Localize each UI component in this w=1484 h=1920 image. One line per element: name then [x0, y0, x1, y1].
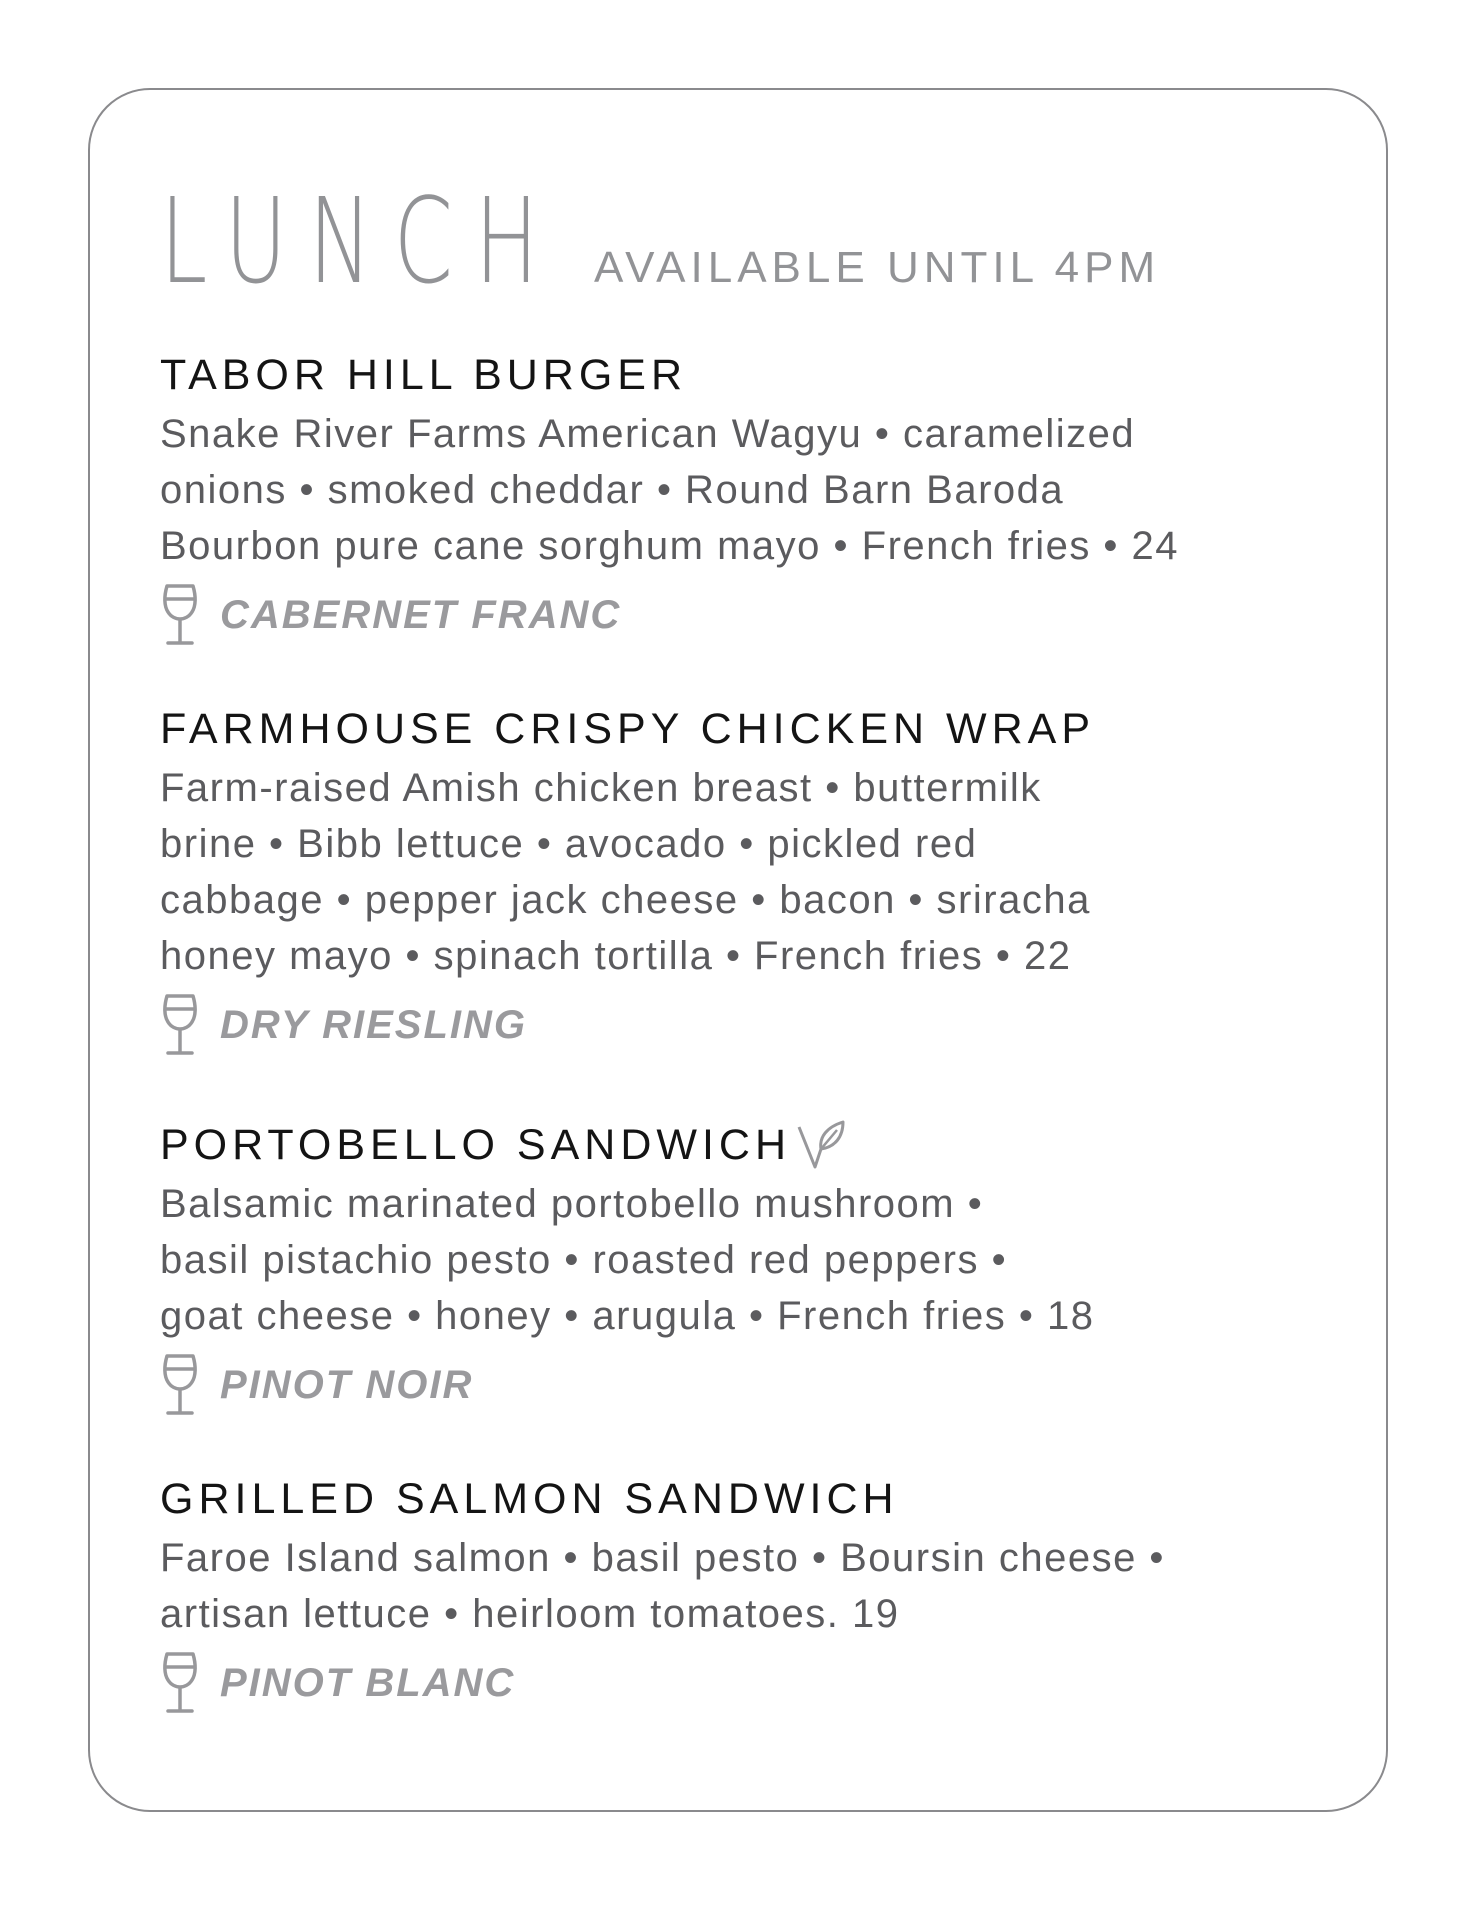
- item-name: [160, 348, 1320, 402]
- description-line: basil pistachio pesto • roasted red peppers •: [160, 1238, 1008, 1282]
- item-name: [160, 1118, 1320, 1172]
- lunch-menu-card: [88, 88, 1388, 1812]
- item-description: [160, 760, 1320, 984]
- description-line: artisan lettuce • heirloom tomatoes. 19: [160, 1592, 900, 1636]
- wine-pairing-name: DRY RIESLING: [220, 1002, 528, 1047]
- description-line: goat cheese • honey • arugula • French fries • 18: [160, 1294, 1095, 1338]
- menu-header: [160, 172, 1161, 310]
- wine-pairing-name: PINOT BLANC: [220, 1660, 516, 1705]
- menu-item-portobello-sandwich: [160, 1118, 1320, 1420]
- vegetarian-leaf-icon: [797, 1119, 847, 1171]
- item-description: [160, 1530, 1320, 1642]
- item-name: [160, 1472, 1320, 1526]
- item-name-text: GRILLED SALMON SANDWICH: [160, 1475, 899, 1523]
- wine-pairing-name: PINOT NOIR: [220, 1362, 474, 1407]
- item-description: [160, 1176, 1320, 1344]
- menu-item-tabor-hill-burger: [160, 348, 1320, 650]
- item-name-text: TABOR HILL BURGER: [160, 351, 688, 399]
- description-line: onions • smoked cheddar • Round Barn Baroda: [160, 468, 1065, 512]
- description-line: brine • Bibb lettuce • avocado • pickled red: [160, 822, 978, 866]
- wine-glass-icon: [160, 582, 200, 648]
- availability-note: AVAILABLE UNTIL 4PM: [594, 243, 1161, 292]
- description-line: Bourbon pure cane sorghum mayo • French fries • 24: [160, 524, 1180, 568]
- wine-pairing: [160, 580, 1320, 650]
- menu-title: LUNCH: [160, 172, 561, 310]
- wine-pairing-name: CABERNET FRANC: [220, 592, 622, 637]
- description-line: Farm-raised Amish chicken breast • buttermilk: [160, 766, 1042, 810]
- item-name-text: PORTOBELLO SANDWICH: [160, 1121, 792, 1169]
- description-line: cabbage • pepper jack cheese • bacon • sriracha: [160, 878, 1091, 922]
- item-name: [160, 702, 1320, 756]
- menu-item-grilled-salmon-sandwich: [160, 1472, 1320, 1718]
- wine-pairing: [160, 1350, 1320, 1420]
- item-name-text: FARMHOUSE CRISPY CHICKEN WRAP: [160, 705, 1096, 753]
- description-line: honey mayo • spinach tortilla • French fries • 22: [160, 934, 1072, 978]
- item-description: [160, 406, 1320, 574]
- menu-item-farmhouse-crispy-chicken-wrap: [160, 702, 1320, 1060]
- wine-glass-icon: [160, 1650, 200, 1716]
- wine-pairing: [160, 1648, 1320, 1718]
- description-line: Snake River Farms American Wagyu • caramelized: [160, 412, 1136, 456]
- description-line: Faroe Island salmon • basil pesto • Boursin cheese •: [160, 1536, 1165, 1580]
- description-line: Balsamic marinated portobello mushroom •: [160, 1182, 984, 1226]
- wine-glass-icon: [160, 1352, 200, 1418]
- wine-pairing: [160, 990, 1320, 1060]
- wine-glass-icon: [160, 992, 200, 1058]
